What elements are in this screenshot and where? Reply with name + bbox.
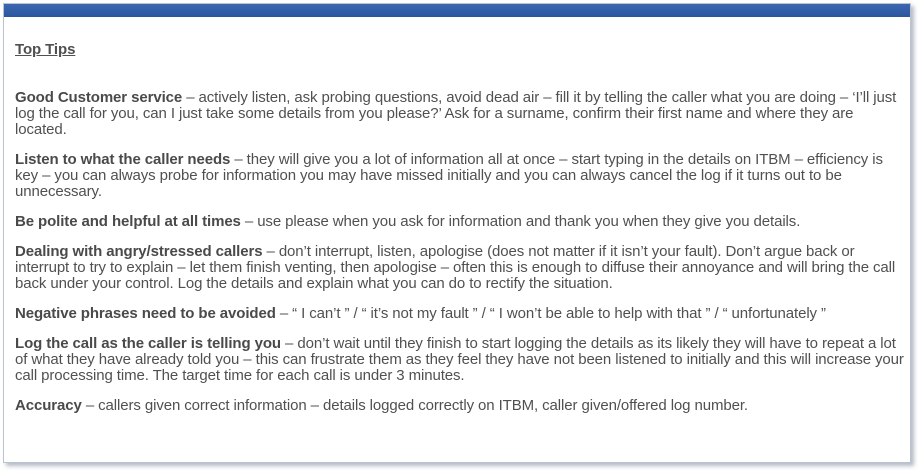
tip-heading: Accuracy xyxy=(15,397,82,414)
tip-accuracy xyxy=(15,398,907,414)
tip-text: – use please when you ask for information and thank you when they give you details. xyxy=(240,213,801,230)
tip-text: – callers given correct information – details logged correctly on ITBM, caller given/offered log number. xyxy=(81,397,748,414)
page-title: Top Tips xyxy=(15,41,76,58)
tip-text: – actively listen, ask probing questions, avoid dead air – fill it by telling the caller what you are doing – ‘I’ll just log the call for you, can I just take some details from you please?’ Ask for a surname, confirm their first name and where they are located. xyxy=(15,89,897,138)
tip-heading: Log the call as the caller is telling you xyxy=(15,335,281,352)
tip-heading: Negative phrases need to be avoided xyxy=(15,305,276,322)
tip-angry-callers xyxy=(15,244,907,292)
tip-heading: Dealing with angry/stressed callers xyxy=(15,243,263,260)
header-bar xyxy=(4,4,910,17)
document-content xyxy=(15,42,907,428)
tip-text: – “ I can’t ” / “ it’s not my fault ” / “ I won’t be able to help with that ” / “ unfortunately ” xyxy=(275,305,826,322)
tip-negative-phrases xyxy=(15,306,907,322)
tip-good-customer-service xyxy=(15,90,907,138)
document-frame xyxy=(3,3,911,463)
tip-heading: Listen to what the caller needs xyxy=(15,151,231,168)
tip-text: – don’t wait until they finish to start logging the details as its likely they will have to repeat a lot of what they have already told you – this can frustrate them as they feel they have not been listened to initially and this will increase your call processing time. The target time for each call is under 3 minutes. xyxy=(15,335,904,384)
tip-log-the-call xyxy=(15,336,907,384)
tip-heading: Be polite and helpful at all times xyxy=(15,213,241,230)
tip-listen-to-caller xyxy=(15,152,907,200)
tip-be-polite xyxy=(15,214,907,230)
tip-text: – don’t interrupt, listen, apologise (does not matter if it isn’t your fault). Don’t argue back or interrupt to try to explain – let them finish venting, then apologise – often this is enough to diffuse their annoyance and will bring the call back under your control. Log the details and explain what you can do to rectify the situation. xyxy=(15,243,896,292)
tip-text: – they will give you a lot of information all at once – start typing in the details on ITBM – efficiency is key – you can always probe for information you may have missed initially and you can always cancel the log if it turns out to be unnecessary. xyxy=(15,151,883,200)
tip-heading: Good Customer service xyxy=(15,89,183,106)
